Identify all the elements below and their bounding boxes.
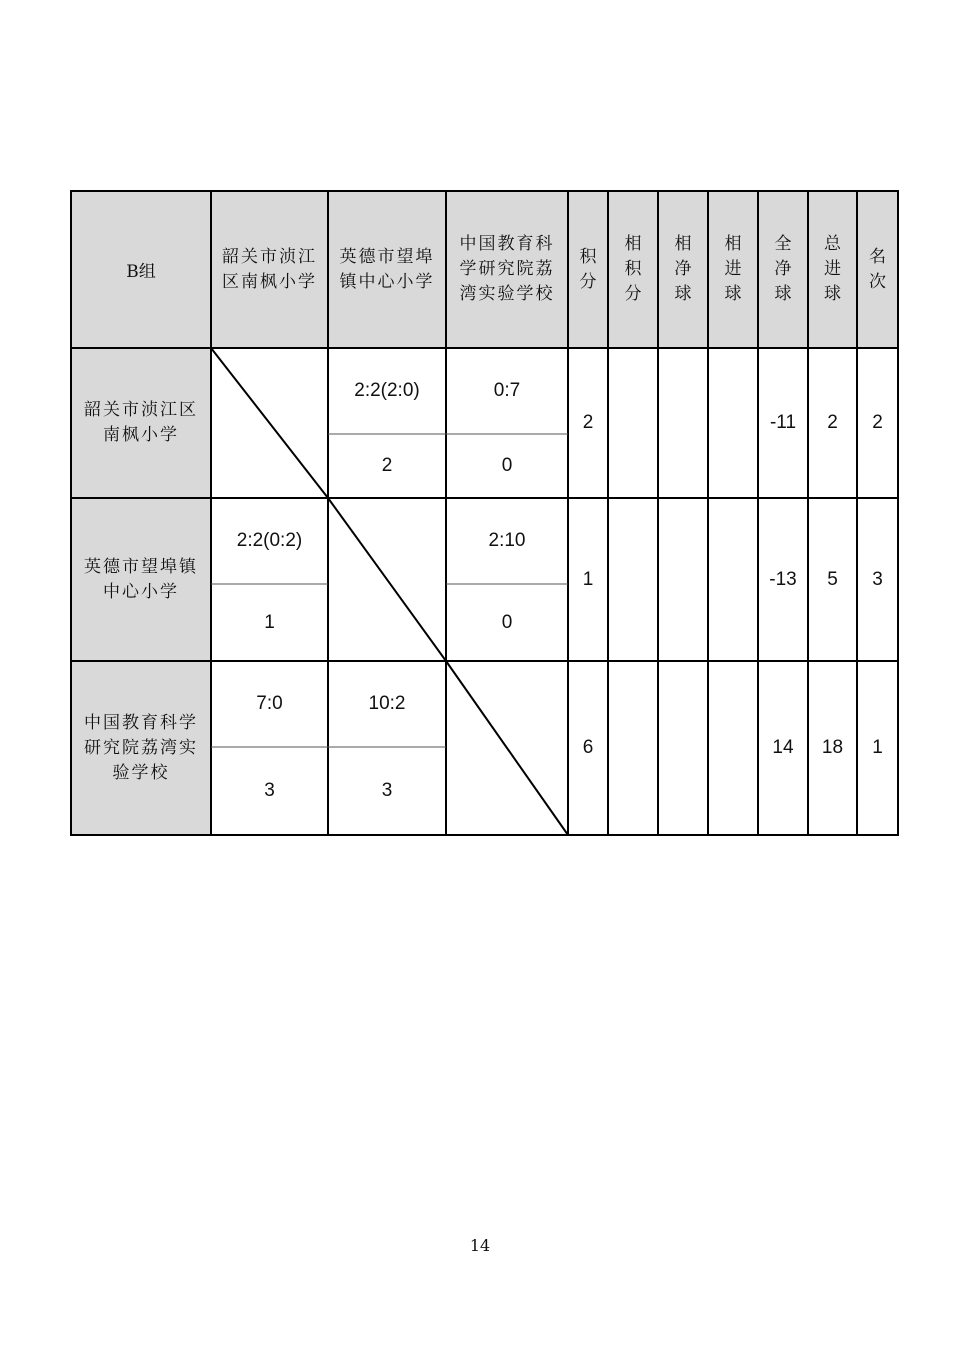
rank-value: 2 (872, 412, 883, 433)
column-header-points: 积 分 (568, 191, 608, 348)
row-header-school: 英德市望埠镇 中心小学 (71, 498, 211, 661)
column-header-head-to-head-goal-difference: 相 净 球 (658, 191, 708, 348)
rank-value: 3 (872, 568, 883, 590)
column-header-goals-scored: 总 进 球 (808, 191, 857, 348)
column-header-head-to-head-goals: 相 进 球 (708, 191, 758, 348)
column-header-school: 英德市望埠 镇中心小学 (328, 191, 446, 348)
column-header-school: 中国教育科 学研究院荔 湾实验学校 (446, 191, 568, 348)
diagonal-divider (328, 498, 446, 661)
goals-scored-value: 5 (827, 568, 838, 590)
row-header-school: 中国教育科学 研究院荔湾实 验学校 (71, 661, 211, 835)
group-label: B组 (71, 191, 211, 348)
goal-difference-value: -13 (769, 568, 797, 590)
diagonal-divider (446, 661, 568, 835)
match-points: 2 (381, 455, 393, 476)
column-header-head-to-head-points: 相 积 分 (608, 191, 658, 348)
column-header-school: 韶关市浈江 区南枫小学 (211, 191, 328, 348)
points-value: 2 (582, 412, 594, 433)
points-value: 6 (582, 737, 594, 758)
goal-difference-value: -11 (769, 412, 797, 433)
match-points: 3 (381, 780, 393, 801)
match-score: 7:0 (256, 693, 283, 714)
goals-scored-value: 2 (827, 412, 838, 433)
column-header-rank: 名 次 (857, 191, 898, 348)
rank-value: 1 (872, 737, 883, 758)
goal-difference-value: 14 (772, 737, 794, 758)
match-score: 2:2(0:2) (236, 530, 303, 551)
points-value: 1 (582, 568, 594, 590)
match-points: 0 (501, 455, 513, 476)
page-number: 14 (469, 1236, 491, 1255)
match-score: 2:2(2:0) (354, 380, 420, 401)
row-header-school: 韶关市浈江区 南枫小学 (71, 348, 211, 498)
match-points: 3 (264, 780, 275, 801)
column-header-goal-difference: 全 净 球 (758, 191, 808, 348)
goals-scored-value: 18 (821, 737, 844, 758)
match-points: 0 (501, 611, 513, 633)
diagonal-divider (211, 348, 328, 498)
match-score: 2:10 (488, 530, 526, 551)
match-score: 0:7 (493, 380, 521, 401)
match-score: 10:2 (368, 693, 406, 714)
match-points: 1 (264, 611, 275, 633)
